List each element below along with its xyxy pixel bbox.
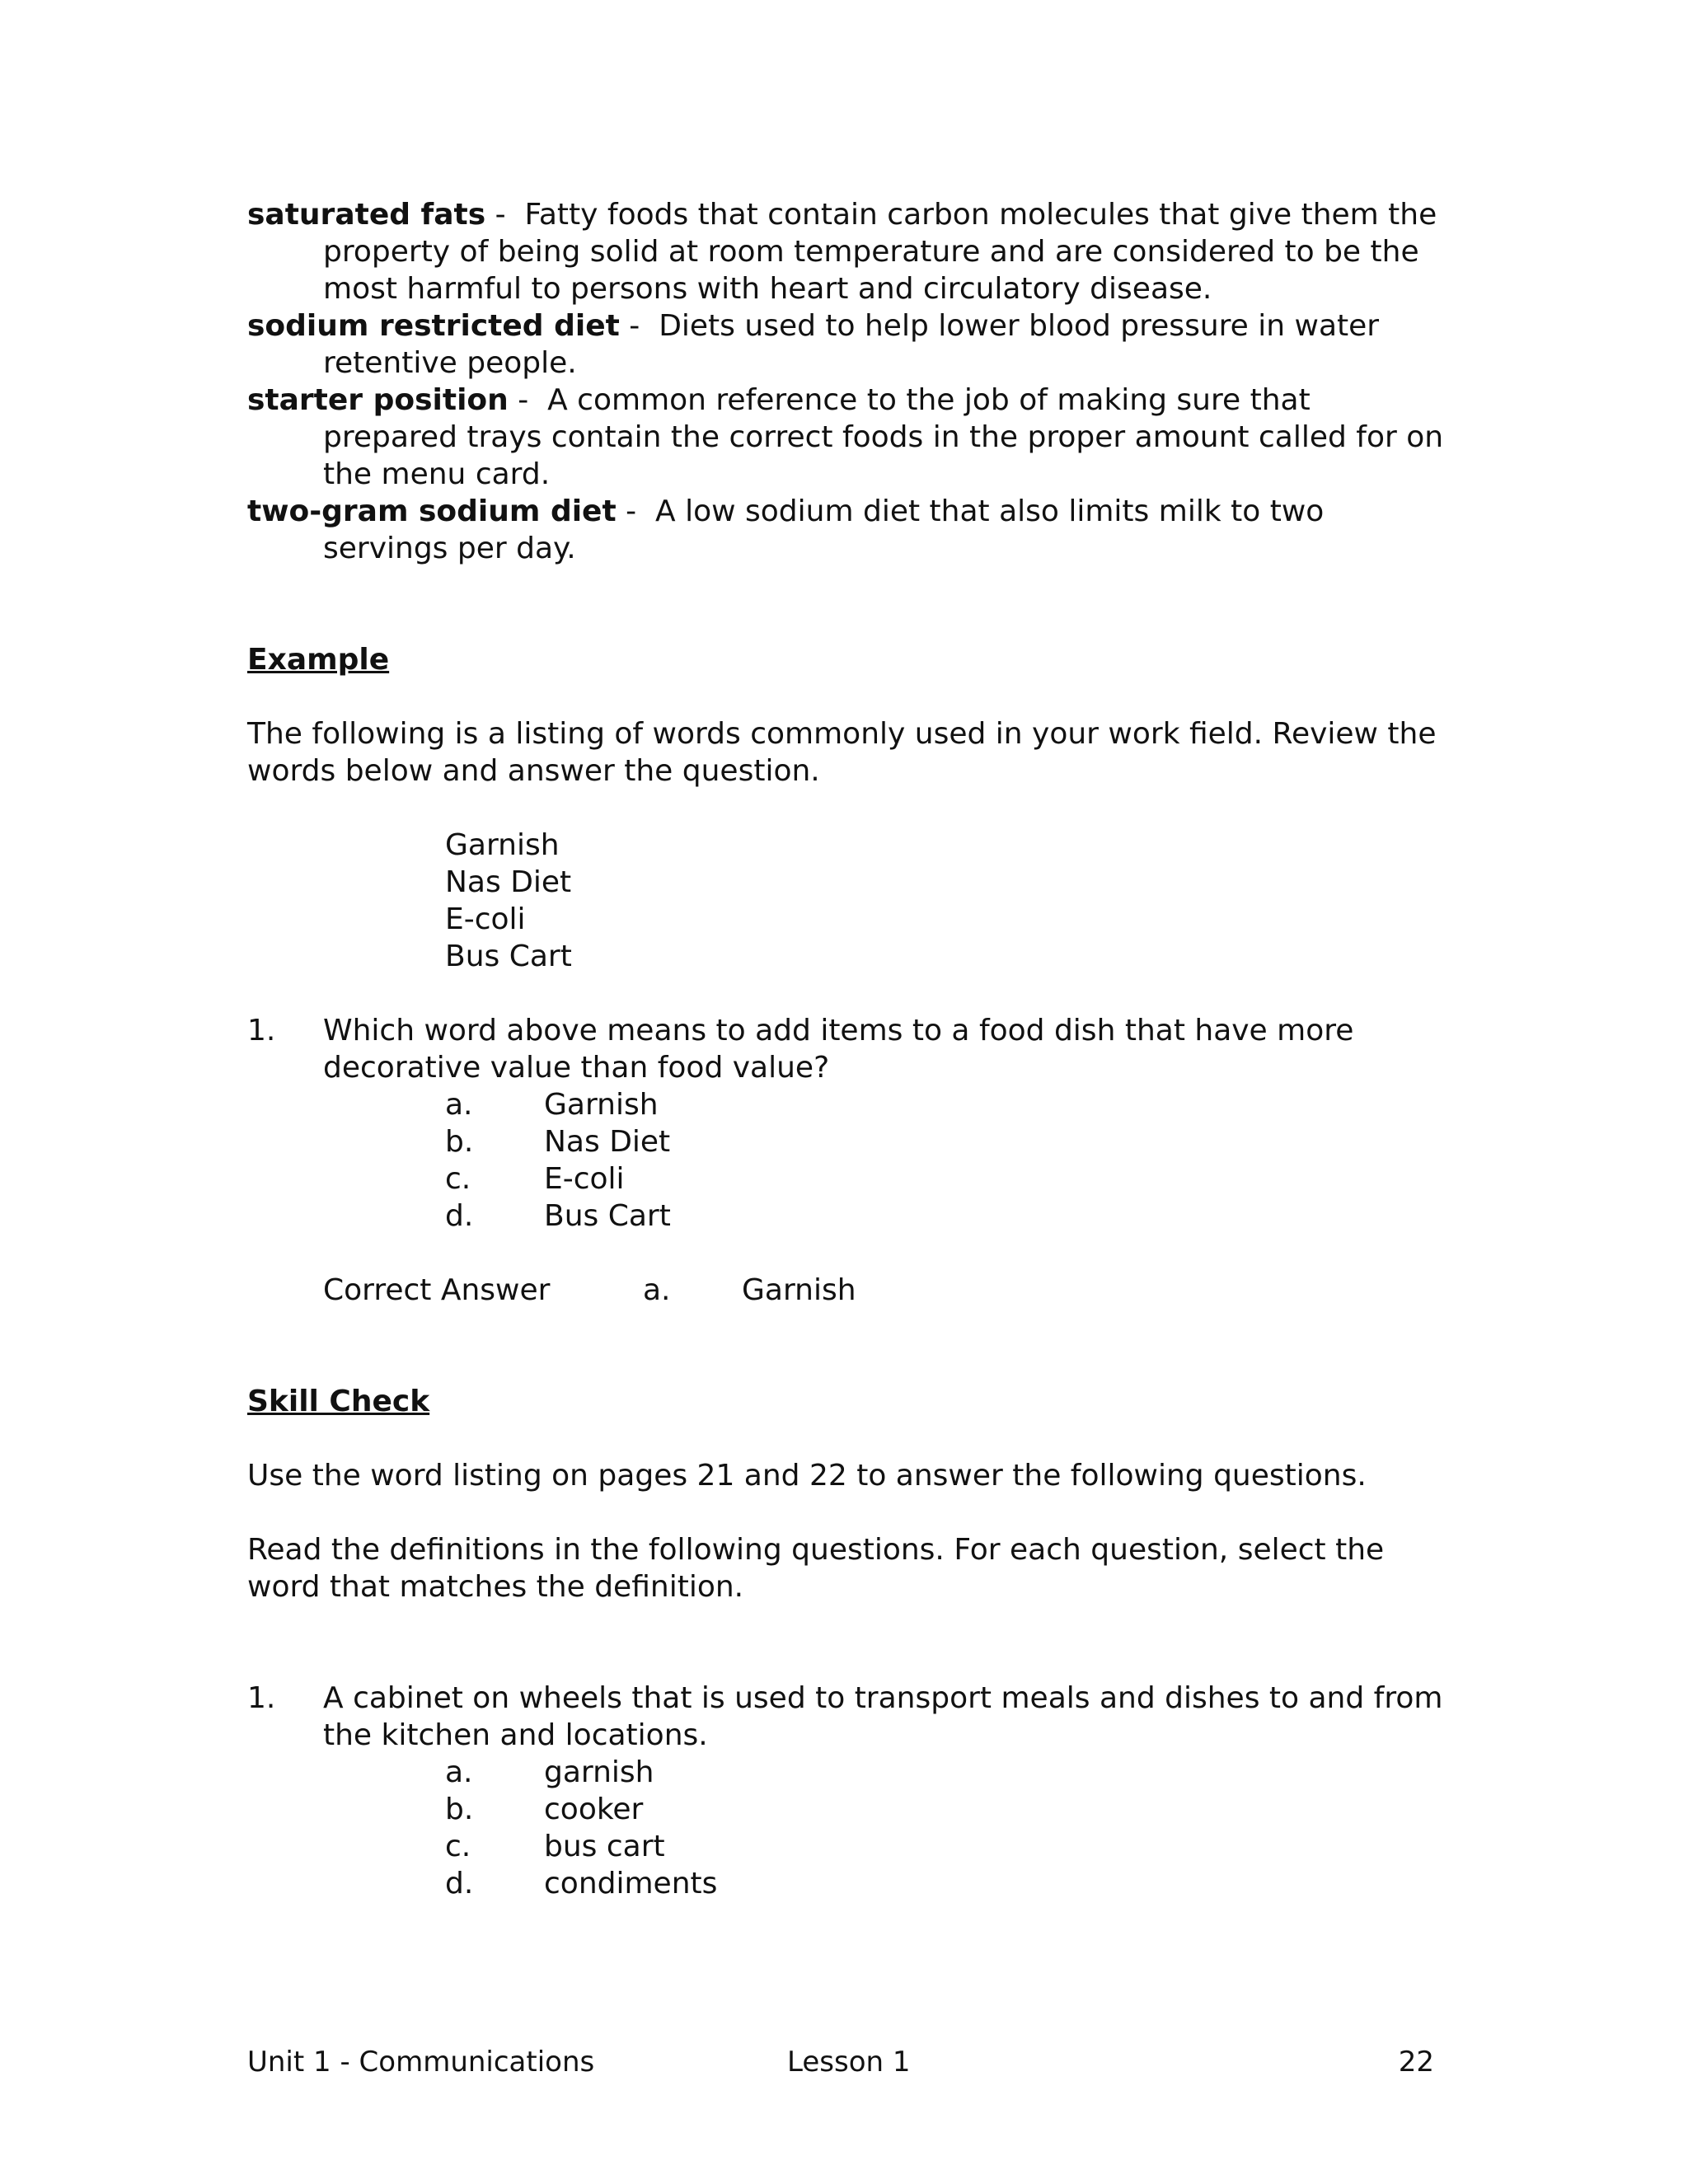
correct-answer-letter: a. [643,1273,671,1307]
definition-saturated-fats [247,196,1451,307]
list-item: Garnish [445,828,560,862]
definition-separator: - [485,198,525,232]
option-letter: c. [445,1830,471,1863]
option-letter: a. [445,1755,473,1789]
definition-term: saturated fats [247,198,486,232]
option-text: garnish [544,1755,654,1789]
answer-option-b [247,1791,1451,1828]
answer-option-d [247,1865,1451,1902]
definition-text: A low sodium diet that also limits milk to two servings per day. [323,494,1325,565]
definition-starter-position [247,382,1451,493]
definition-text: A common reference to the job of making sure that prepared trays contain the correct foods in the proper amount called for on the menu card. [323,383,1444,491]
definition-term: two-gram sodium diet [247,494,617,528]
definition-separator: - [619,309,659,343]
correct-answer-label: Correct Answer [323,1273,551,1307]
page-number: 22 [1398,2046,1434,2079]
option-text: Garnish [544,1088,659,1122]
page-content [247,196,1451,1902]
question-text: A cabinet on wheels that is used to transport meals and dishes to and from the kitchen and locations. [323,1681,1443,1752]
answer-option-a [247,1086,1451,1123]
list-item: Bus Cart [445,940,572,973]
footer-unit: Unit 1 - Communications [247,2046,595,2079]
option-text: Nas Diet [544,1125,671,1159]
option-letter: d. [445,1199,474,1233]
answer-option-c [247,1160,1451,1197]
answer-option-a [247,1754,1451,1791]
correct-answer [247,1272,1451,1309]
option-letter: a. [445,1088,473,1122]
correct-answer-text: Garnish [742,1273,856,1307]
option-letter: b. [445,1125,474,1159]
list-item: E-coli [445,902,526,936]
option-text: condiments [544,1867,718,1900]
answer-option-c [247,1828,1451,1865]
option-text: bus cart [544,1830,665,1863]
example-word-list [247,827,1451,975]
list-item: Nas Diet [445,865,572,899]
skill-check-instruction-2: Read the definitions in the following questions. For each question, select the word that matches the definition. [247,1533,1385,1604]
question-text: Which word above means to add items to a food dish that have more decorative value than food value? [323,1014,1354,1085]
question-number: 1. [247,1014,276,1047]
option-letter: b. [445,1793,474,1826]
definition-text: Diets used to help lower blood pressure in water retentive people. [323,309,1380,380]
definition-separator: - [616,494,656,528]
option-text: Bus Cart [544,1199,671,1233]
skill-check-instruction: Use the word listing on pages 21 and 22 to answer the following questions. [247,1459,1367,1493]
definition-sodium-restricted-diet [247,307,1451,382]
option-letter: d. [445,1867,474,1900]
definition-term: sodium restricted diet [247,309,620,343]
definition-separator: - [508,383,548,417]
option-text: cooker [544,1793,644,1826]
skill-check-heading: Skill Check [247,1385,430,1418]
answer-option-d [247,1197,1451,1235]
option-text: E-coli [544,1162,625,1196]
answer-option-b [247,1123,1451,1160]
example-intro: The following is a listing of words commonly used in your work field. Review the words below and answer the question. [247,717,1437,788]
skill-check-question [247,1680,1451,1754]
question-number: 1. [247,1681,276,1715]
definition-text: Fatty foods that contain carbon molecules that give them the property of being solid at room temperature and are considered to be the most harmful to persons with heart and circulatory disease. [323,198,1437,306]
definition-two-gram-sodium-diet [247,493,1451,567]
definition-term: starter position [247,383,509,417]
example-question [247,1012,1451,1086]
option-letter: c. [445,1162,471,1196]
footer-lesson: Lesson 1 [787,2046,911,2079]
example-heading: Example [247,643,390,677]
page-footer [247,2044,1434,2081]
